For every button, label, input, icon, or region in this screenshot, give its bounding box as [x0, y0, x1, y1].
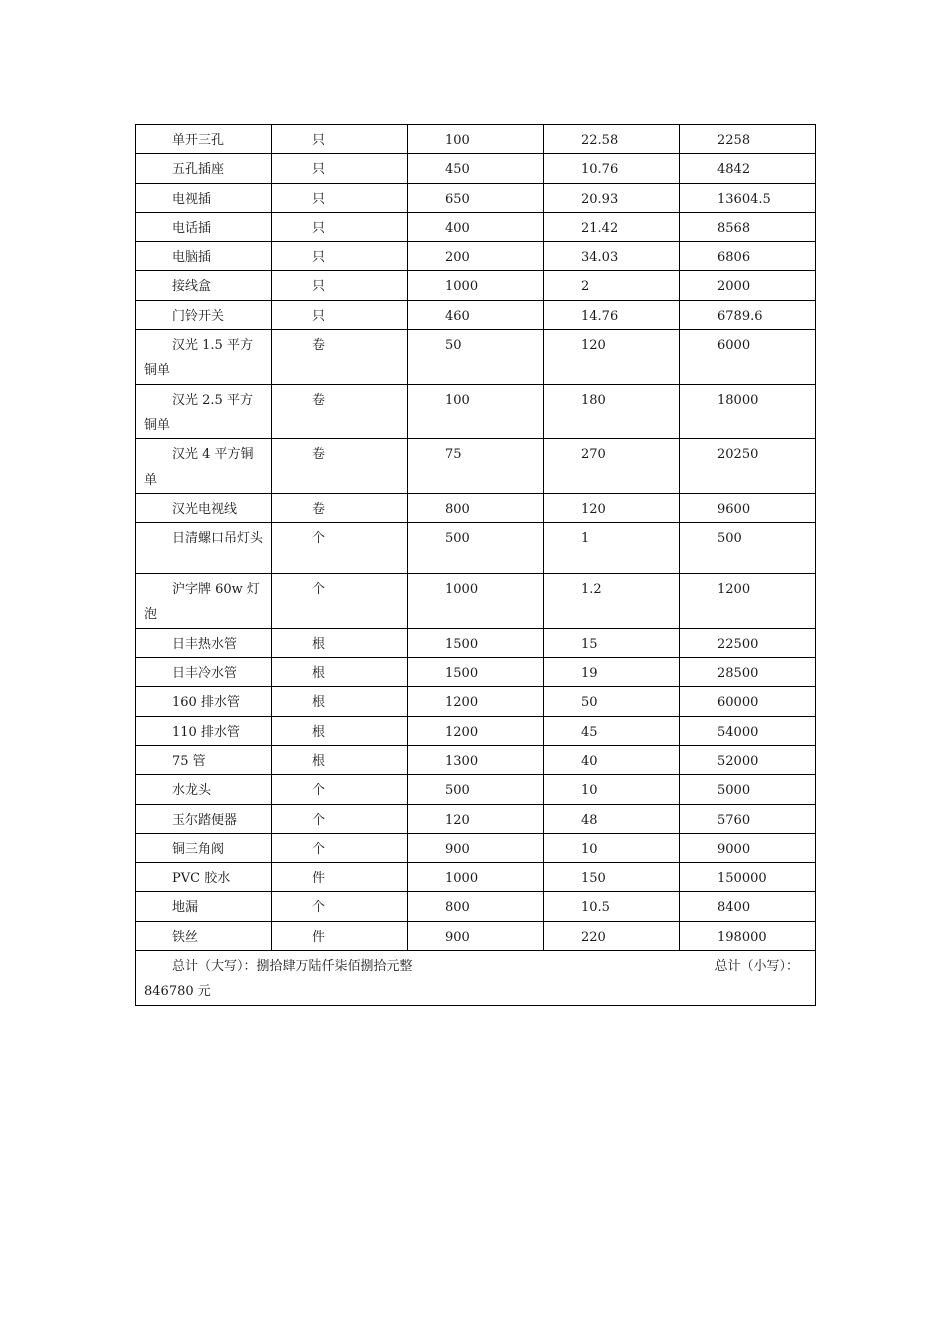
item-unit-price-cell: 120	[544, 493, 680, 522]
item-amount-cell: 28500	[680, 658, 816, 687]
item-amount-cell: 9000	[680, 833, 816, 862]
item-unit-price-cell: 19	[544, 658, 680, 687]
item-name-cell: 电脑插	[136, 242, 272, 271]
item-unit-price-cell: 34.03	[544, 242, 680, 271]
item-quantity-cell: 500	[408, 523, 544, 574]
item-name-cell: 汉光电视线	[136, 493, 272, 522]
item-quantity-cell: 1000	[408, 574, 544, 629]
item-quantity-cell: 1200	[408, 687, 544, 716]
table-row	[136, 271, 816, 300]
item-amount-cell: 6000	[680, 330, 816, 385]
item-quantity-cell: 900	[408, 833, 544, 862]
total-upper-value: 捌拾肆万陆仟柒佰捌拾元整	[256, 959, 413, 975]
item-unit-cell: 卷	[272, 493, 408, 522]
item-quantity-cell: 1000	[408, 863, 544, 892]
item-unit-price-cell: 21.42	[544, 212, 680, 241]
item-amount-cell: 20250	[680, 439, 816, 494]
item-unit-cell: 个	[272, 804, 408, 833]
table-row	[136, 212, 816, 241]
item-unit-price-cell: 45	[544, 716, 680, 745]
item-quantity-cell: 460	[408, 300, 544, 329]
item-unit-cell: 只	[272, 271, 408, 300]
item-name-cell: 日清螺口吊灯头	[136, 523, 272, 574]
table-row	[136, 658, 816, 687]
item-name-cell: 电话插	[136, 212, 272, 241]
item-quantity-cell: 200	[408, 242, 544, 271]
item-unit-cell: 个	[272, 892, 408, 921]
item-quantity-cell: 1200	[408, 716, 544, 745]
item-quantity-cell: 75	[408, 439, 544, 494]
item-quantity-cell: 50	[408, 330, 544, 385]
total-upper-label: 总计（大写）：	[172, 959, 257, 975]
item-quantity-cell: 1500	[408, 628, 544, 657]
item-unit-cell: 卷	[272, 384, 408, 439]
item-amount-cell: 18000	[680, 384, 816, 439]
item-quantity-cell: 120	[408, 804, 544, 833]
materials-table-body	[136, 125, 816, 951]
item-unit-cell: 卷	[272, 439, 408, 494]
item-unit-cell: 只	[272, 242, 408, 271]
item-amount-cell: 5000	[680, 775, 816, 804]
item-amount-cell: 60000	[680, 687, 816, 716]
item-unit-price-cell: 10.76	[544, 154, 680, 183]
item-unit-cell: 个	[272, 574, 408, 629]
item-amount-cell: 2000	[680, 271, 816, 300]
item-name-cell: 汉光 4 平方铜单	[136, 439, 272, 494]
item-unit-price-cell: 15	[544, 628, 680, 657]
item-amount-cell: 9600	[680, 493, 816, 522]
item-amount-cell: 198000	[680, 921, 816, 950]
item-amount-cell: 6806	[680, 242, 816, 271]
item-name-cell: 铁丝	[136, 921, 272, 950]
table-row	[136, 716, 816, 745]
item-amount-cell: 13604.5	[680, 183, 816, 212]
item-unit-price-cell: 10	[544, 775, 680, 804]
item-unit-cell: 只	[272, 154, 408, 183]
item-name-cell: PVC 胶水	[136, 863, 272, 892]
summary-row	[136, 951, 816, 1006]
item-unit-price-cell: 150	[544, 863, 680, 892]
table-row	[136, 574, 816, 629]
item-unit-cell: 个	[272, 833, 408, 862]
item-unit-cell: 根	[272, 658, 408, 687]
item-unit-price-cell: 40	[544, 745, 680, 774]
table-row	[136, 493, 816, 522]
item-unit-price-cell: 10	[544, 833, 680, 862]
table-row	[136, 775, 816, 804]
item-name-cell: 75 管	[136, 745, 272, 774]
item-quantity-cell: 450	[408, 154, 544, 183]
item-unit-price-cell: 50	[544, 687, 680, 716]
item-quantity-cell: 900	[408, 921, 544, 950]
item-name-cell: 门铃开关	[136, 300, 272, 329]
table-row	[136, 745, 816, 774]
table-row	[136, 921, 816, 950]
item-name-cell: 接线盒	[136, 271, 272, 300]
item-amount-cell: 8568	[680, 212, 816, 241]
table-row	[136, 242, 816, 271]
materials-table	[135, 124, 816, 1006]
item-quantity-cell: 100	[408, 384, 544, 439]
item-amount-cell: 5760	[680, 804, 816, 833]
item-unit-cell: 件	[272, 863, 408, 892]
table-row	[136, 833, 816, 862]
item-name-cell: 汉光 1.5 平方铜单	[136, 330, 272, 385]
item-amount-cell: 4842	[680, 154, 816, 183]
item-quantity-cell: 800	[408, 493, 544, 522]
table-row	[136, 384, 816, 439]
materials-table-container	[135, 124, 815, 1006]
item-amount-cell: 8400	[680, 892, 816, 921]
total-lower-label: 总计（小写）：	[714, 959, 799, 975]
item-name-cell: 铜三角阀	[136, 833, 272, 862]
item-unit-cell: 根	[272, 687, 408, 716]
table-row	[136, 125, 816, 154]
item-quantity-cell: 400	[408, 212, 544, 241]
item-unit-price-cell: 48	[544, 804, 680, 833]
item-amount-cell: 150000	[680, 863, 816, 892]
item-unit-price-cell: 10.5	[544, 892, 680, 921]
item-quantity-cell: 1300	[408, 745, 544, 774]
table-row	[136, 439, 816, 494]
item-unit-price-cell: 220	[544, 921, 680, 950]
item-quantity-cell: 100	[408, 125, 544, 154]
item-amount-cell: 52000	[680, 745, 816, 774]
table-row	[136, 804, 816, 833]
item-unit-price-cell: 14.76	[544, 300, 680, 329]
item-amount-cell: 6789.6	[680, 300, 816, 329]
table-row	[136, 863, 816, 892]
item-quantity-cell: 800	[408, 892, 544, 921]
item-name-cell: 地漏	[136, 892, 272, 921]
total-lower-value: 846780 元	[144, 984, 211, 1000]
item-unit-cell: 个	[272, 523, 408, 574]
table-row	[136, 154, 816, 183]
item-unit-cell: 个	[272, 775, 408, 804]
item-name-cell: 水龙头	[136, 775, 272, 804]
item-quantity-cell: 500	[408, 775, 544, 804]
item-name-cell: 沪字牌 60w 灯泡	[136, 574, 272, 629]
item-quantity-cell: 1000	[408, 271, 544, 300]
item-unit-cell: 根	[272, 628, 408, 657]
table-row	[136, 330, 816, 385]
item-unit-price-cell: 180	[544, 384, 680, 439]
item-unit-cell: 根	[272, 716, 408, 745]
item-name-cell: 玉尔踏便器	[136, 804, 272, 833]
item-name-cell: 单开三孔	[136, 125, 272, 154]
item-name-cell: 日丰冷水管	[136, 658, 272, 687]
item-amount-cell: 22500	[680, 628, 816, 657]
item-unit-price-cell: 1	[544, 523, 680, 574]
item-unit-price-cell: 120	[544, 330, 680, 385]
item-unit-cell: 卷	[272, 330, 408, 385]
item-unit-cell: 件	[272, 921, 408, 950]
item-unit-price-cell: 1.2	[544, 574, 680, 629]
item-unit-cell: 根	[272, 745, 408, 774]
table-row	[136, 523, 816, 574]
item-quantity-cell: 650	[408, 183, 544, 212]
item-name-cell: 110 排水管	[136, 716, 272, 745]
table-row	[136, 628, 816, 657]
item-name-cell: 五孔插座	[136, 154, 272, 183]
item-unit-price-cell: 20.93	[544, 183, 680, 212]
item-amount-cell: 1200	[680, 574, 816, 629]
item-name-cell: 160 排水管	[136, 687, 272, 716]
item-unit-price-cell: 22.58	[544, 125, 680, 154]
table-row	[136, 183, 816, 212]
item-name-cell: 电视插	[136, 183, 272, 212]
summary-cell	[136, 951, 816, 1006]
item-unit-cell: 只	[272, 300, 408, 329]
table-row	[136, 892, 816, 921]
item-amount-cell: 54000	[680, 716, 816, 745]
item-unit-price-cell: 270	[544, 439, 680, 494]
item-unit-cell: 只	[272, 125, 408, 154]
item-name-cell: 汉光 2.5 平方铜单	[136, 384, 272, 439]
item-name-cell: 日丰热水管	[136, 628, 272, 657]
item-unit-cell: 只	[272, 183, 408, 212]
item-unit-cell: 只	[272, 212, 408, 241]
item-amount-cell: 2258	[680, 125, 816, 154]
table-row	[136, 300, 816, 329]
item-amount-cell: 500	[680, 523, 816, 574]
table-row	[136, 687, 816, 716]
item-quantity-cell: 1500	[408, 658, 544, 687]
item-unit-price-cell: 2	[544, 271, 680, 300]
